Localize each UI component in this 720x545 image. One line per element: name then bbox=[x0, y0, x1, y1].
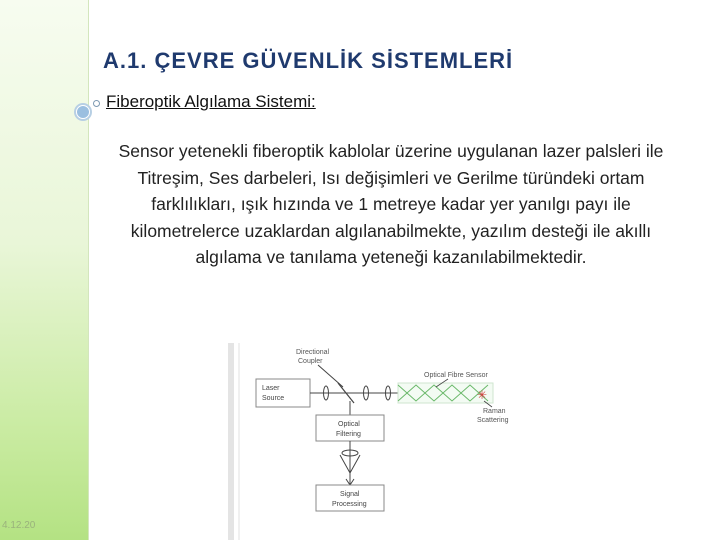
bullet-icon bbox=[93, 100, 100, 107]
slide-body-text: Sensor yetenekli fiberoptik kablolar üzerine uygulanan lazer palsleri ile Titreşim, Ses darbeleri, Isı değişimleri ve Gerilme türündeki ortam farklılıkları, ışık hızında ve 1 metreye kadar yer yanılgı payı ile kilometrelerce uzaklardan algılanabilmekte, yazılım desteği ile akıllı algılama ve tanılama yeteneği kazanılabilmektedir. bbox=[118, 141, 664, 267]
decorative-dot bbox=[77, 106, 89, 118]
sidebar-divider bbox=[88, 0, 89, 540]
laser-label-line1: Laser bbox=[262, 385, 280, 392]
coupler-label-line1: Directional bbox=[296, 349, 330, 356]
laser-source-box bbox=[256, 379, 310, 407]
raman-label-line2: Scattering bbox=[477, 417, 509, 424]
diagram-edge-line bbox=[238, 343, 240, 540]
filter-label-line1: Optical bbox=[338, 421, 360, 428]
diagram-figure bbox=[228, 343, 518, 540]
raman-label-line1: Raman bbox=[483, 408, 506, 415]
slide-sidebar bbox=[0, 0, 88, 540]
filter-label-line2: Filtering bbox=[336, 431, 361, 438]
diagram-edge bbox=[228, 343, 234, 540]
signal-label-line2: Processing bbox=[332, 501, 367, 508]
scatter-star-icon: ✳ bbox=[477, 388, 488, 402]
laser-label-line2: Source bbox=[262, 395, 285, 402]
coupler-label-line2: Coupler bbox=[298, 358, 323, 365]
slide-date: 4.12.20 bbox=[2, 520, 36, 531]
slide-subtitle: Fiberoptik Algılama Sistemi: bbox=[106, 92, 316, 111]
fiber-sensor-label: Optical Fibre Sensor bbox=[424, 372, 488, 379]
signal-label-line1: Signal bbox=[340, 491, 360, 498]
fiber-sensing-diagram bbox=[228, 343, 518, 540]
slide-title: A.1. ÇEVRE GÜVENLİK SİSTEMLERİ bbox=[103, 48, 514, 73]
